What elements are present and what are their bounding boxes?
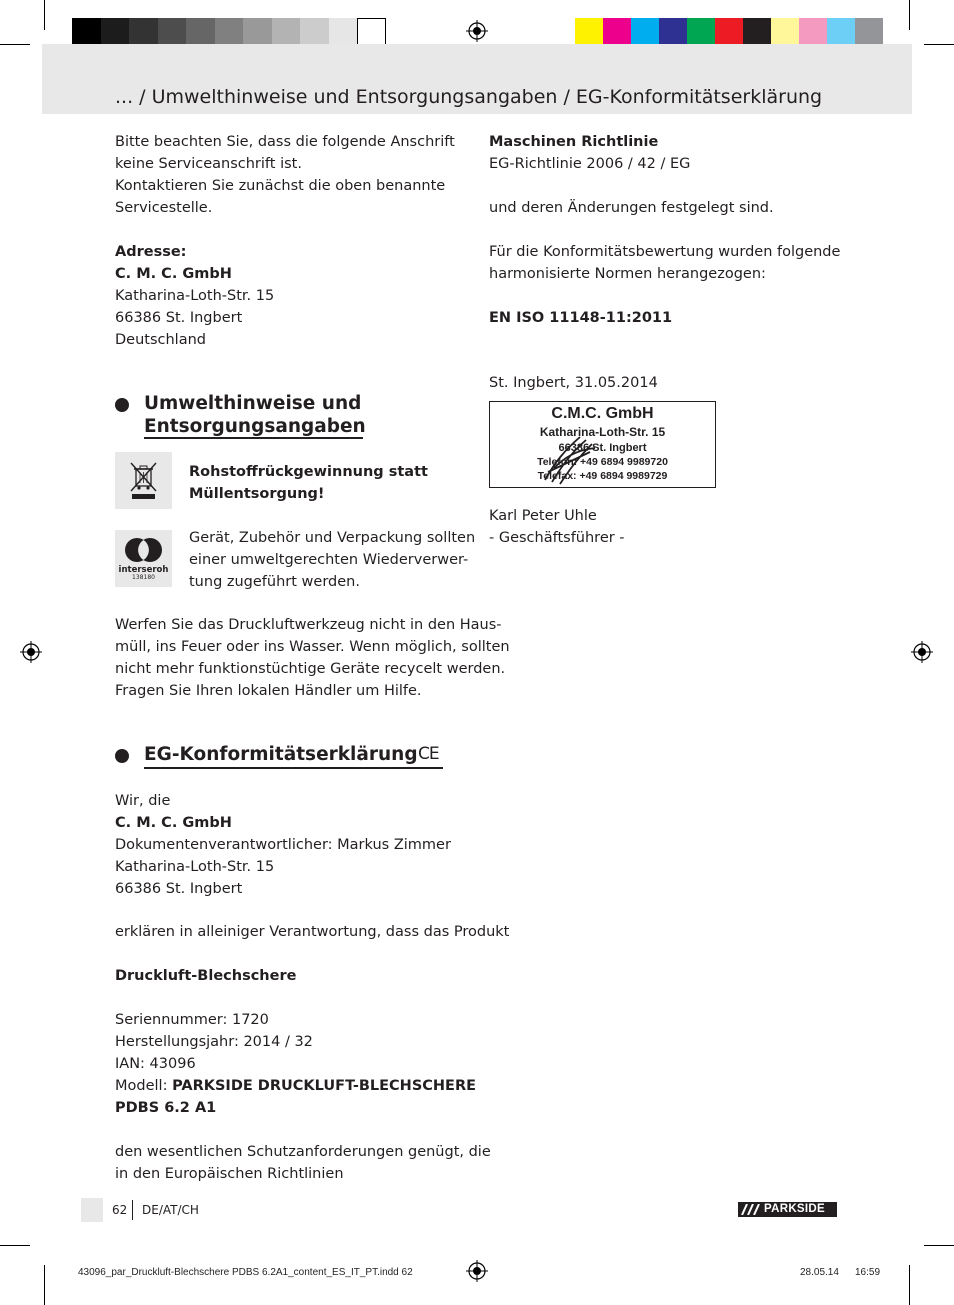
address-label: Adresse: [115,244,187,260]
eg-line: Dokumentenverantwortlicher: Markus Zimmer [115,837,451,853]
stamp-phone: Telefon: +49 6894 9989720 [537,456,668,468]
file-date: 28.05.14 [800,1267,839,1278]
place-date: St. Ingbert, 31.05.2014 [489,375,658,391]
recycle-heading-line1: Rohstoffrückgewinnung statt [189,464,428,480]
file-info: 43096_par_Druckluft-Blechschere PDBS 6.2A1_content_ES_IT_PT.indd 62 [78,1267,413,1278]
crossed-bin-icon [115,452,172,509]
color-swatch [659,18,687,46]
model-label: Modell: [115,1078,173,1094]
registration-mark-icon [911,641,933,663]
footer-divider [132,1200,133,1220]
interseroh-label: interseroh [118,565,169,575]
stamp-fax: Telefax: +49 6894 9989729 [537,470,668,482]
section-bullet-icon [115,398,129,412]
gray-swatch [300,18,329,46]
eg-company: C. M. C. GmbH [115,815,232,831]
address-line: Katharina-Loth-Str. 15 [115,288,275,304]
disposal-line: müll, ins Feuer oder ins Wasser. Wenn möglich, sollten [115,639,510,655]
parkside-stripes-icon [741,1204,763,1215]
footer-page-box [81,1198,103,1222]
gray-swatch [272,18,301,46]
conclusion-line: den wesentlichen Schutzanforderungen genügt, die [115,1144,491,1160]
section-bullet-icon [115,749,129,763]
color-swatch [743,18,771,46]
signer-role: - Geschäftsführer - [489,530,625,546]
machine-directive-heading: Maschinen Richtlinie [489,134,659,150]
file-time: 16:59 [855,1267,881,1278]
recycle-text-line: Gerät, Zubehör und Verpackung sollten [189,530,476,546]
disposal-line: Fragen Sie Ihren lokalen Händler um Hilfe. [115,683,422,699]
page-number: 62 [112,1203,128,1217]
serial-number: Seriennummer: 1720 [115,1012,269,1028]
color-swatch [799,18,827,46]
color-swatch [687,18,715,46]
intro-line: Servicestelle. [115,200,213,216]
gray-swatch [72,18,101,46]
signature-icon [540,422,600,487]
address-line: 66386 St. Ingbert [115,310,243,326]
env-heading-line2: Entsorgungsangaben [144,416,366,437]
gray-swatch [101,18,130,46]
wir-die: Wir, die [115,793,171,809]
color-swatch [715,18,743,46]
gray-swatch [329,18,358,46]
heading-underline [144,767,443,769]
norms-text-line: Für die Konformitätsbewertung wurden folgende [489,244,841,260]
registration-mark-icon [466,1260,488,1282]
model-name: PARKSIDE DRUCKLUFT-BLECHSCHERE [172,1078,477,1094]
color-swatch [631,18,659,46]
address-company: C. M. C. GmbH [115,266,232,282]
color-swatch [855,18,883,46]
ce-mark-icon: CE [418,744,439,764]
color-swatch [575,18,603,46]
changes-text: und deren Änderungen festgelegt sind. [489,200,774,216]
eg-heading: EG-Konformitätserklärung [144,744,418,765]
gray-swatch [215,18,244,46]
color-swatch [771,18,799,46]
ian-number: IAN: 43096 [115,1056,196,1072]
interseroh-number: 138180 [132,574,155,581]
intro-line: Bitte beachten Sie, dass die folgende Anschrift [115,134,455,150]
crossed-bin-icon-box [115,452,172,509]
page-title: ... / Umwelthinweise und Entsorgungsangaben / EG-Konformitätserklärung [115,86,823,108]
eg-line: 66386 St. Ingbert [115,881,243,897]
country-codes: DE/AT/CH [142,1203,199,1217]
interseroh-logo [115,530,172,587]
interseroh-circles-icon [115,530,172,570]
stamp-city: 66386 St. Ingbert [558,442,647,454]
norms-text-line: harmonisierte Normen herangezogen: [489,266,766,282]
parkside-logo [738,1202,837,1217]
color-swatch [603,18,631,46]
product-name: Druckluft-Blechschere [115,968,297,984]
model-name-line2: PDBS 6.2 A1 [115,1100,217,1116]
disposal-line: Werfen Sie das Druckluftwerkzeug nicht in den Haus- [115,617,502,633]
intro-line: keine Serviceanschrift ist. [115,156,302,172]
recycle-text-line: tung zugeführt werden. [189,574,360,590]
gray-swatch [243,18,272,46]
recycle-text-line: einer umweltgerechten Wiederverwer- [189,552,469,568]
env-heading-line1: Umwelthinweise und [144,393,362,414]
stamp-street: Katharina-Loth-Str. 15 [539,425,666,439]
signer-name: Karl Peter Uhle [489,508,597,524]
gray-swatch [158,18,187,46]
registration-mark-icon [20,641,42,663]
declaration-text: erklären in alleiniger Verantwortung, dass das Produkt [115,924,510,940]
address-line: Deutschland [115,332,206,348]
intro-line: Kontaktieren Sie zunächst die oben benannte [115,178,446,194]
conclusion-line: in den Europäischen Richtlinien [115,1166,344,1182]
manufacture-year: Herstellungsjahr: 2014 / 32 [115,1034,313,1050]
norm-number: EN ISO 11148-11:2011 [489,310,673,326]
registration-mark-icon [466,20,488,42]
gray-swatch [186,18,215,46]
directive-number: EG-Richtlinie 2006 / 42 / EG [489,156,691,172]
heading-underline [144,437,363,439]
color-swatch [827,18,855,46]
gray-swatch [357,18,386,46]
brand-name: PARKSIDE [764,1203,825,1215]
disposal-line: nicht mehr funktionstüchtige Geräte recycelt werden. [115,661,506,677]
gray-swatch [129,18,158,46]
eg-line: Katharina-Loth-Str. 15 [115,859,275,875]
recycle-heading-line2: Müllentsorgung! [189,486,325,502]
company-stamp [489,401,716,488]
stamp-company: C.M.C. GmbH [551,405,654,422]
model-line [115,1075,476,1097]
